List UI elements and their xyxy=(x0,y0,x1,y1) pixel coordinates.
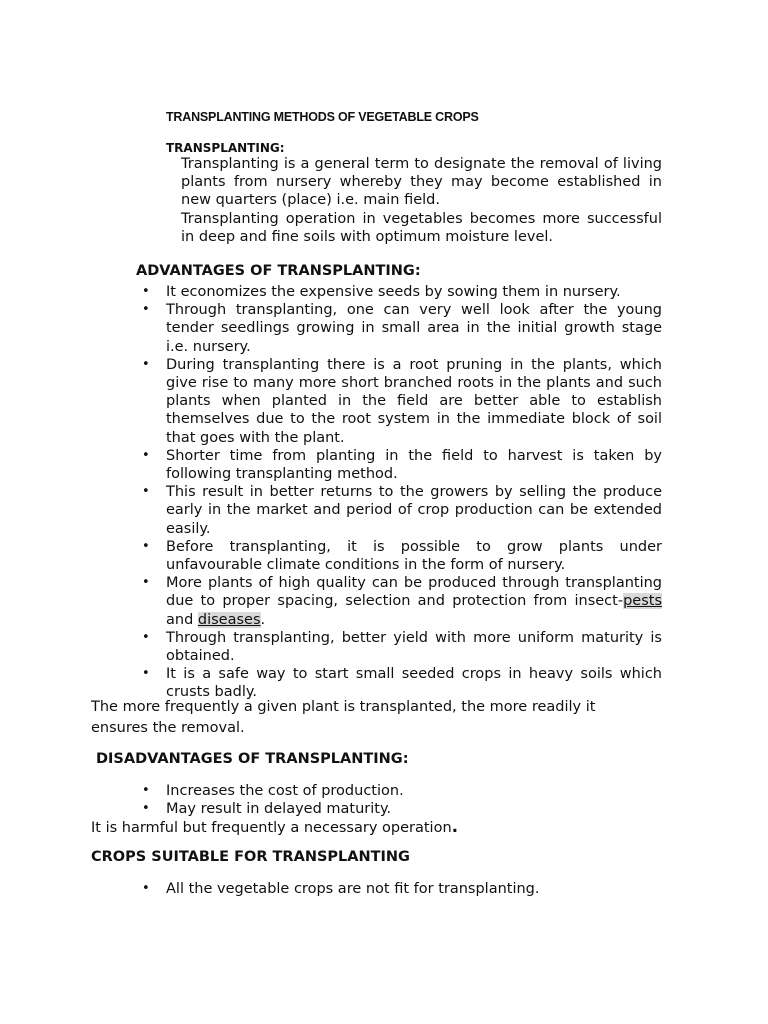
harmful-text: It is harmful but frequently a necessary operation xyxy=(91,820,452,836)
definition-block xyxy=(181,155,662,246)
list-item: • May result in delayed maturity. xyxy=(166,800,662,818)
harmful-period: . xyxy=(451,817,459,837)
pests-link[interactable]: pests xyxy=(623,593,662,610)
list-item: • Through transplanting, better yield with more uniform maturity is obtained. xyxy=(166,629,662,665)
disadvantages-list xyxy=(166,782,662,818)
harmful-paragraph xyxy=(91,817,631,839)
diseases-link[interactable]: diseases xyxy=(197,611,261,628)
removal-paragraph: The more frequently a given plant is transplanted, the more readily it ensures the removal. xyxy=(91,699,596,736)
list-item-text: . xyxy=(260,611,266,628)
list-item xyxy=(166,574,662,629)
advantages-list xyxy=(166,283,662,702)
list-item: • It economizes the expensive seeds by sowing them in nursery. xyxy=(166,283,662,301)
document-title: TRANSPLANTING METHODS OF VEGETABLE CROPS xyxy=(166,110,479,124)
crops-heading: CROPS SUITABLE FOR TRANSPLANTING xyxy=(91,849,410,865)
definition-heading: TRANSPLANTING: xyxy=(166,141,285,155)
list-item: • This result in better returns to the growers by selling the produce early in the market and period of crop production can be extended easily. xyxy=(166,483,662,538)
list-item: • Increases the cost of production. xyxy=(166,782,662,800)
list-item-text: More plants of high quality can be produced through transplanting due to proper spacing, selection and protection from insect- xyxy=(166,575,662,610)
list-item: • All the vegetable crops are not fit for transplanting. xyxy=(166,880,662,898)
list-item-text: and xyxy=(166,611,198,628)
crops-list xyxy=(166,880,662,898)
advantages-heading: ADVANTAGES OF TRANSPLANTING: xyxy=(136,263,421,279)
list-item: • Shorter time from planting in the field to harvest is taken by following transplanting method. xyxy=(166,447,662,483)
disadvantages-heading: DISADVANTAGES OF TRANSPLANTING: xyxy=(96,751,409,767)
list-item: • It is a safe way to start small seeded crops in heavy soils which crusts badly. xyxy=(166,665,662,701)
list-item: • During transplanting there is a root pruning in the plants, which give rise to many more short branched roots in the plants and such plants when planted in the field are better able to establish themselves due to the root system in the immediate block of soil that goes with the plant. xyxy=(166,356,662,447)
definition-paragraph: Transplanting operation in vegetables becomes more successful in deep and fine soils with optimum moisture level. xyxy=(181,210,662,245)
list-item: • Through transplanting, one can very well look after the young tender seedlings growing in small area in the initial growth stage i.e. nursery. xyxy=(166,301,662,356)
definition-paragraph: Transplanting is a general term to designate the removal of living plants from nursery whereby they may become established in new quarters (place) i.e. main field. xyxy=(181,156,662,209)
list-item: • Before transplanting, it is possible to grow plants under unfavourable climate conditions in the form of nursery. xyxy=(166,538,662,574)
